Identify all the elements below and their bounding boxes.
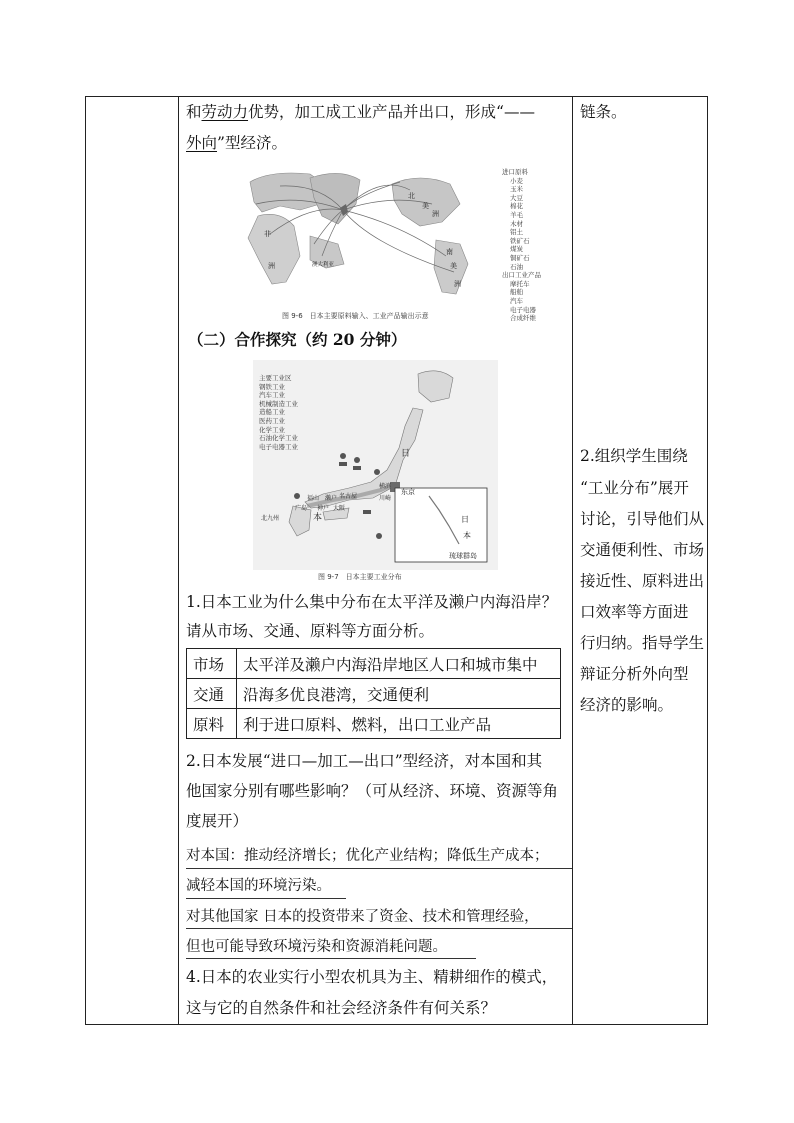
legend-item: 船舶 bbox=[510, 288, 523, 297]
legend-item: 机械制造工业 bbox=[259, 399, 298, 408]
legend-import-title: 进口原料 bbox=[502, 168, 528, 176]
map1-legend bbox=[502, 168, 541, 323]
label-japan-2: 本 bbox=[313, 513, 323, 523]
question-2-line-1: 2.日本发展“进口—加工—出口”型经济，对本国和其 bbox=[186, 752, 543, 770]
question-4-line-2: 这与它的自然条件和社会经济条件有何关系？ bbox=[186, 999, 497, 1017]
text-fragment: 优势，加工成工业产品并出口，形成“—— bbox=[248, 103, 535, 121]
legend-item: 汽车 bbox=[510, 296, 523, 305]
label-australia: 澳大利亚 bbox=[312, 262, 335, 268]
label-nagoya: 名古屋 bbox=[339, 493, 358, 500]
label-na-2: 美 bbox=[422, 202, 429, 210]
question-2-line-3: 度展开） bbox=[186, 812, 249, 830]
table-cell-key: 市场 bbox=[187, 649, 237, 679]
label-osaka: 大阪 bbox=[333, 505, 346, 512]
legend-item: 煤炭 bbox=[510, 245, 523, 254]
label-fukuyama: 福山 bbox=[307, 495, 320, 502]
answer-home-line-2: 减轻本国的环境污染。 bbox=[186, 878, 331, 894]
table-cell-value: 利于进口原料、燃料，出口工业产品 bbox=[237, 709, 561, 739]
table-row bbox=[187, 709, 561, 739]
legend-item: 铝土 bbox=[510, 228, 523, 237]
legend-item: 铜矿石 bbox=[510, 253, 530, 262]
answer-home-line-1: 对本国：推动经济增长；优化产业结构；降低生产成本； bbox=[186, 848, 549, 864]
answer-labor: 劳动力 bbox=[201, 103, 249, 121]
label-tokyo: 东京 bbox=[401, 488, 415, 496]
answer-rule bbox=[186, 898, 346, 899]
question-1-line-2: 请从市场、交通、原料等方面分析。 bbox=[186, 622, 435, 640]
note-line: 经济的影响。 bbox=[580, 696, 674, 714]
legend-item: 电子电器工业 bbox=[259, 442, 298, 451]
section-title: （二）合作探究（约 20 分钟） bbox=[188, 330, 407, 349]
legend-item: 羊毛 bbox=[510, 210, 523, 219]
table-cell-value: 沿海多优良港湾，交通便利 bbox=[237, 679, 561, 709]
legend-item: 合成纤维 bbox=[510, 314, 536, 323]
note-line: 2.组织学生围绕 bbox=[580, 447, 688, 465]
text-fragment: ”型经济。 bbox=[217, 134, 287, 152]
answer-outward: 外向 bbox=[186, 134, 218, 152]
label-sa-3: 洲 bbox=[454, 280, 461, 288]
answer-other-line-2: 但也可能导致环境污染和资源消耗问题。 bbox=[186, 939, 447, 955]
label-kitakyushu: 北九州 bbox=[261, 515, 280, 522]
legend-item: 电子电器 bbox=[510, 305, 536, 314]
question-4-line-1: 4.日本的农业实行小型农机具为主、精耕细作的模式， bbox=[186, 968, 558, 986]
legend-item: 汽车工业 bbox=[259, 391, 285, 400]
legend-item: 主要工业区 bbox=[259, 374, 292, 382]
map2-caption: 图 9-7 日本主要工业分布 bbox=[318, 573, 402, 581]
question-1-line-1: 1.日本工业为什么集中分布在太平洋及濑户内海沿岸？ bbox=[186, 593, 558, 611]
legend-item: 石油 bbox=[510, 262, 523, 271]
legend-export-title: 出口工业产品 bbox=[502, 271, 541, 280]
world-map-graphic bbox=[210, 164, 500, 304]
label-japan-1: 日 bbox=[401, 449, 411, 459]
legend-item: 医药工业 bbox=[259, 416, 285, 425]
label-yokohama: 横滨 bbox=[379, 483, 392, 490]
note-line: 交通便利性、市场 bbox=[580, 541, 705, 559]
label-inset-2: 本 bbox=[463, 531, 471, 540]
text-fragment: 和 bbox=[186, 103, 202, 121]
label-kawasaki: 川崎 bbox=[379, 495, 392, 502]
table-cell-key: 原料 bbox=[187, 709, 237, 739]
label-sa-2: 美 bbox=[450, 262, 457, 270]
note-line: 辩证分析外向型 bbox=[580, 665, 689, 683]
legend-item: 玉米 bbox=[510, 185, 523, 194]
label-africa-1: 非 bbox=[264, 230, 271, 238]
column-divider-2 bbox=[572, 96, 573, 1025]
legend-item: 木材 bbox=[510, 219, 523, 228]
analysis-table bbox=[186, 648, 561, 739]
intro-line-2 bbox=[186, 129, 287, 157]
intro-line-1 bbox=[186, 98, 535, 126]
label-seto: 濑户 bbox=[325, 495, 338, 502]
japan-industry-map bbox=[253, 360, 498, 582]
label-sa-1: 南 bbox=[446, 248, 453, 256]
table-cell-key: 交通 bbox=[187, 679, 237, 709]
table-row bbox=[187, 649, 561, 679]
label-inset-1: 日 bbox=[461, 515, 469, 524]
legend-item: 摩托车 bbox=[510, 279, 530, 288]
label-na-1: 北 bbox=[408, 192, 415, 200]
note-line: “工业分布”展开 bbox=[580, 479, 689, 497]
table-row bbox=[187, 679, 561, 709]
note-line: 口效率等方面进 bbox=[580, 603, 689, 621]
note-line: 讨论，引导他们从 bbox=[580, 510, 705, 528]
legend-item: 大豆 bbox=[510, 193, 523, 202]
table-cell-value: 太平洋及濑户内海沿岸地区人口和城市集中 bbox=[237, 649, 561, 679]
map1-caption: 图 9-6 日本主要原料输入、工业产品输出示意 bbox=[282, 312, 429, 320]
answer-rule bbox=[186, 928, 572, 929]
legend-item: 棉花 bbox=[510, 202, 523, 211]
label-africa-2: 洲 bbox=[268, 262, 275, 270]
answer-other-line-1: 对其他国家 日本的投资带来了资金、技术和管理经验， bbox=[186, 909, 539, 925]
note-line: 接近性、原料进出 bbox=[580, 572, 705, 590]
note-line: 行归纳。指导学生 bbox=[580, 634, 705, 652]
right-top-text: 链条。 bbox=[580, 103, 627, 121]
legend-item: 化学工业 bbox=[259, 425, 285, 434]
legend-item: 钢铁工业 bbox=[259, 382, 285, 391]
answer-rule bbox=[186, 868, 572, 869]
label-kobe: 神户 bbox=[317, 505, 330, 512]
legend-item: 小麦 bbox=[510, 176, 523, 185]
answer-rule bbox=[186, 958, 476, 959]
label-ryukyu: 琉球群岛 bbox=[449, 552, 477, 560]
world-trade-map bbox=[210, 164, 550, 324]
legend-item: 铁矿石 bbox=[510, 236, 530, 245]
question-2-line-2: 他国家分别有哪些影响？（可从经济、环境、资源等角 bbox=[186, 782, 559, 800]
map2-legend bbox=[259, 374, 298, 451]
column-divider-1 bbox=[178, 96, 179, 1025]
legend-item: 石油化学工业 bbox=[259, 434, 298, 443]
label-na-3: 洲 bbox=[432, 210, 439, 218]
legend-item: 造船工业 bbox=[259, 408, 285, 417]
label-hiroshima: 广岛 bbox=[295, 505, 308, 512]
